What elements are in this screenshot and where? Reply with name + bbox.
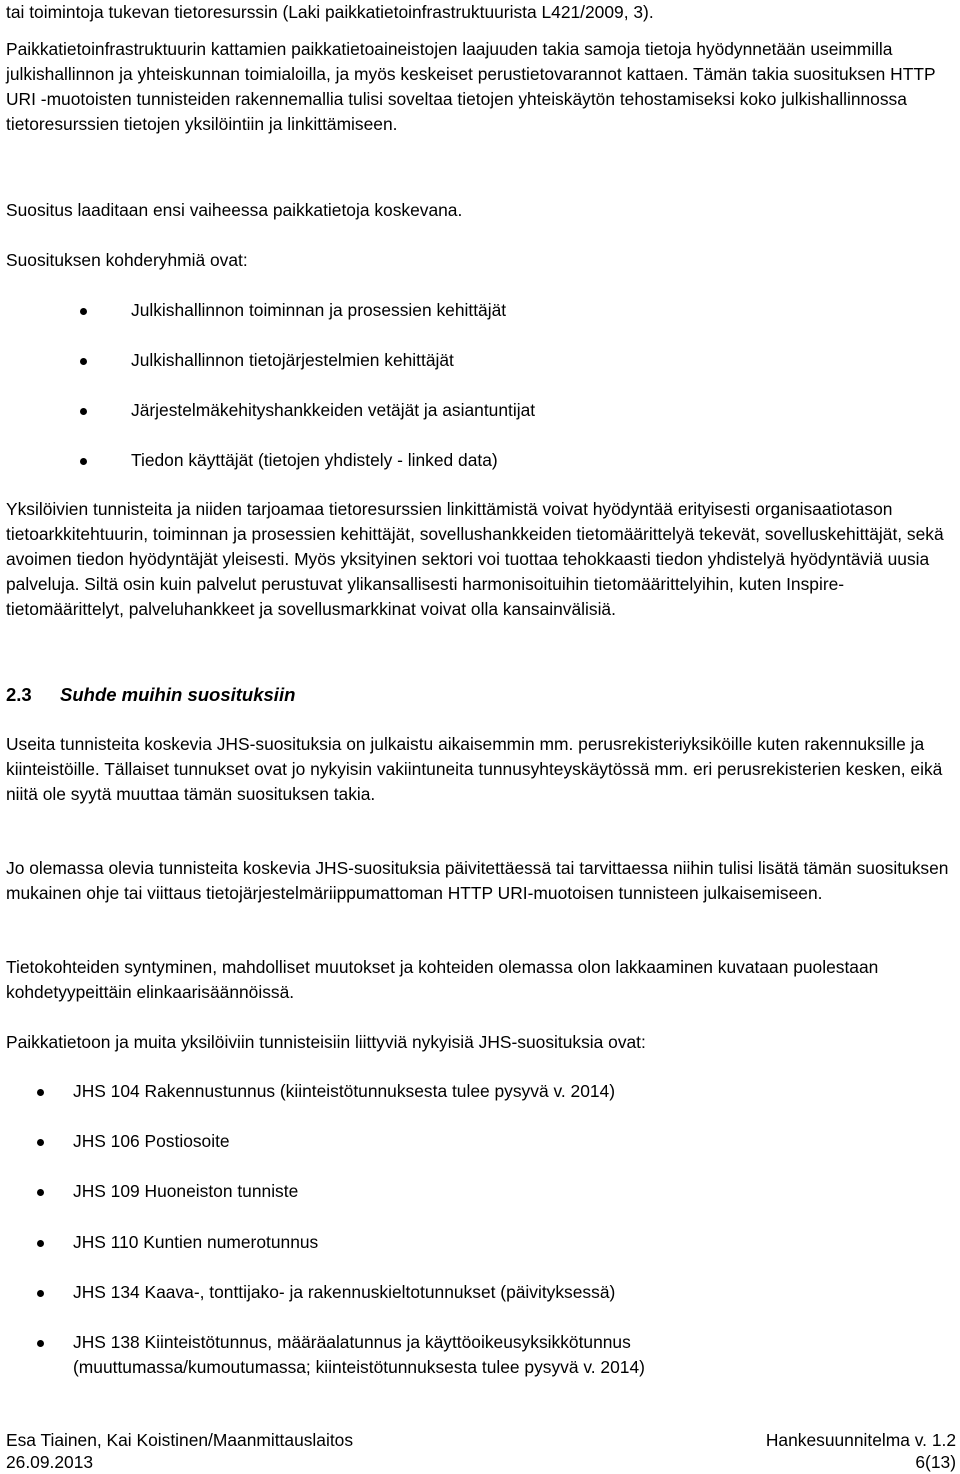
footer-authors: Esa Tiainen, Kai Koistinen/Maanmittauslaitos — [6, 1430, 354, 1450]
list-item: JHS 134 Kaava-, tonttijako- ja rakennuskieltotunnukset (päivityksessä) — [73, 1282, 616, 1302]
paragraph-lifecycle: Tietokohteiden syntyminen, mahdolliset muutokset ja kohteiden olemassa olon lakkaaminen kuvataan puolestaan kohdetyypeittäin elinkaarisäännöissä. — [6, 957, 879, 1002]
list-item: JHS 110 Kuntien numerotunnus — [73, 1232, 319, 1252]
bullet-icon — [37, 1240, 44, 1247]
paragraph-continuation: tai toimintoja tukevan tietoresurssin (Laki paikkatietoinfrastruktuurista L421/2009, 3). — [6, 2, 654, 22]
bullet-icon — [37, 1089, 44, 1096]
paragraph-updates: Jo olemassa olevia tunnisteita koskevia JHS-suosituksia päivitettäessä tai tarvittaessa niihin tulisi lisätä tämän suosituksen mukainen ohje tai viittaus tietojärjestelmäriippumattoman HTTP URI-muotoisen tunnisteen julkaisemiseen. — [6, 858, 949, 903]
bullet-icon — [80, 458, 87, 465]
bullet-icon — [37, 1290, 44, 1297]
list-item: Tiedon käyttäjät (tietojen yhdistely - linked data) — [131, 450, 498, 470]
paragraph-target-groups-intro: Suosituksen kohderyhmiä ovat: — [6, 250, 248, 270]
section-heading — [6, 682, 295, 707]
list-item: JHS 109 Huoneiston tunniste — [73, 1181, 299, 1201]
bullet-icon — [80, 308, 87, 315]
footer-date: 26.09.2013 — [6, 1452, 94, 1472]
paragraph-coverage: Paikkatietoinfrastruktuurin kattamien paikkatietoaineistojen laajuuden takia samoja tietoja hyödynnetään useimmilla julkishallinnon ja yhteiskunnan toimialoilla, ja myös keskeiset perustietovarannot kattaen. Tämän takia suosituksen HTTP URI -muotoisten tunnisteiden rakennemallia tulisi soveltaa tietojen yhteiskäytön tehostamiseksi koko julkishallinnossa tietoresurssien tietojen yksilöintiin ja linkittämiseen. — [6, 39, 936, 134]
list-item: Julkishallinnon toiminnan ja prosessien kehittäjät — [131, 300, 507, 320]
list-item: Järjestelmäkehityshankkeiden vetäjät ja asiantuntijat — [131, 400, 536, 420]
footer-row-1 — [6, 1429, 956, 1451]
bullet-icon — [80, 358, 87, 365]
list-item: Julkishallinnon tietojärjestelmien kehittäjät — [131, 350, 454, 370]
list-item: JHS 138 Kiinteistötunnus, määräalatunnus ja käyttöoikeusyksikkötunnus (muuttumassa/kumoutumassa; kiinteistötunnuksesta tulee pysyvä v. 2014) — [73, 1332, 645, 1377]
paragraph-scope: Suositus laaditaan ensi vaiheessa paikkatietoja koskevana. — [6, 200, 463, 220]
list-item: JHS 104 Rakennustunnus (kiinteistötunnuksesta tulee pysyvä v. 2014) — [73, 1081, 615, 1101]
bullet-icon — [37, 1340, 44, 1347]
section-number: 2.3 — [6, 684, 32, 705]
list-item: JHS 106 Postiosoite — [73, 1131, 230, 1151]
footer-version: Hankesuunnitelma v. 1.2 — [765, 1430, 956, 1450]
footer-row-2 — [6, 1451, 956, 1473]
paragraph-beneficiaries: Yksilöivien tunnisteita ja niiden tarjoamaa tietoresurssien linkittämistä voivat hyödyntää erityisesti organisaatiotason tietoarkkitehtuurin, toiminnan ja prosessien kehittäjät, sovellushankkeiden tietomäärittelyä tekevät, sovelluskehittäjät, sekä avoimen tiedon hyödyntäjät yleisesti. Myös yksityinen sektori voi tuottaa tehokkaasti tiedon yhdistelyä hyödyntäviä uusia palveluja. Siltä osin kuin palvelut perustuvat ylikansallisesti harmonisoituihin tietomäärittelyihin, kuten Inspire-tietomäärittelyt, palveluhankkeet ja sovellusmarkkinat voivat olla kansainvälisiä. — [6, 499, 944, 619]
paragraph-existing-recommendations: Useita tunnisteita koskevia JHS-suosituksia on julkaistu aikaisemmin mm. perusrekisteriyksiköille kuten rakennuksille ja kiinteistöille. Tällaiset tunnukset ovat jo nykyisin vakiintuneita tunnusyhteyskäytössä mm. eri perusrekisterien kesken, eikä niitä ole syytä muuttaa tämän suosituksen takia. — [6, 734, 943, 804]
section-title: Suhde muihin suosituksiin — [60, 684, 296, 705]
bullet-icon — [37, 1139, 44, 1146]
bullet-icon — [80, 408, 87, 415]
bullet-icon — [37, 1189, 44, 1196]
footer-page-number: 6(13) — [915, 1452, 956, 1472]
paragraph-jhs-intro: Paikkatietoon ja muita yksilöiviin tunnisteisiin liittyviä nykyisiä JHS-suosituksia ovat: — [6, 1032, 646, 1052]
